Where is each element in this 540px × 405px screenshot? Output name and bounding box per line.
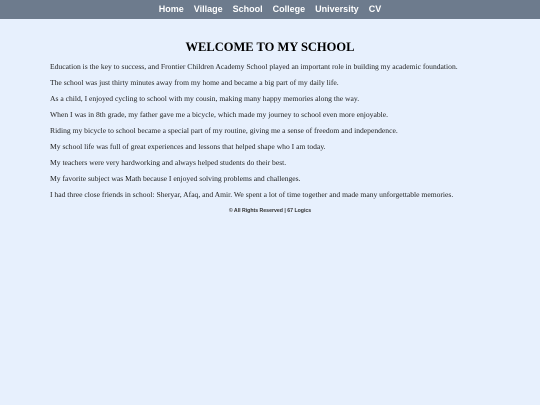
paragraph-3: As a child, I enjoyed cycling to school with my cousin, making many happy memories along the way. [50,94,360,103]
nav-link-university[interactable]: University [315,4,359,14]
paragraph-2: The school was just thirty minutes away from my home and became a big part of my daily life. [50,78,339,87]
paragraph-1: Education is the key to success, and Frontier Children Academy School played an important role in building my academic foundation. [50,62,458,71]
nav-link-cv[interactable]: CV [368,4,382,14]
nav-link-school[interactable]: School [232,4,263,14]
paragraph-8: My favorite subject was Math because I enjoyed solving problems and challenges. [50,174,301,183]
paragraph-5: Riding my bicycle to school became a special part of my routine, giving me a sense of freedom and independence. [50,126,398,135]
top-navbar [0,0,540,19]
footer-copyright: © All Rights Reserved | 67 Logics [228,208,312,214]
paragraph-4: When I was in 8th grade, my father gave me a bicycle, which made my journey to school even more enjoyable. [50,110,389,119]
paragraph-6: My school life was full of great experiences and lessons that helped shape who I am today. [50,142,326,151]
nav-link-college[interactable]: College [272,4,306,14]
paragraph-9: I had three close friends in school: Sheryar, Afaq, and Amir. We spent a lot of time together and made many unforgettable memories. [50,190,454,199]
main-content [0,40,540,214]
page-title: WELCOME TO MY SCHOOL [185,40,355,54]
nav-link-village[interactable]: Village [193,4,223,14]
paragraph-7: My teachers were very hardworking and always helped students do their best. [50,158,287,167]
nav-link-home[interactable]: Home [158,4,184,14]
